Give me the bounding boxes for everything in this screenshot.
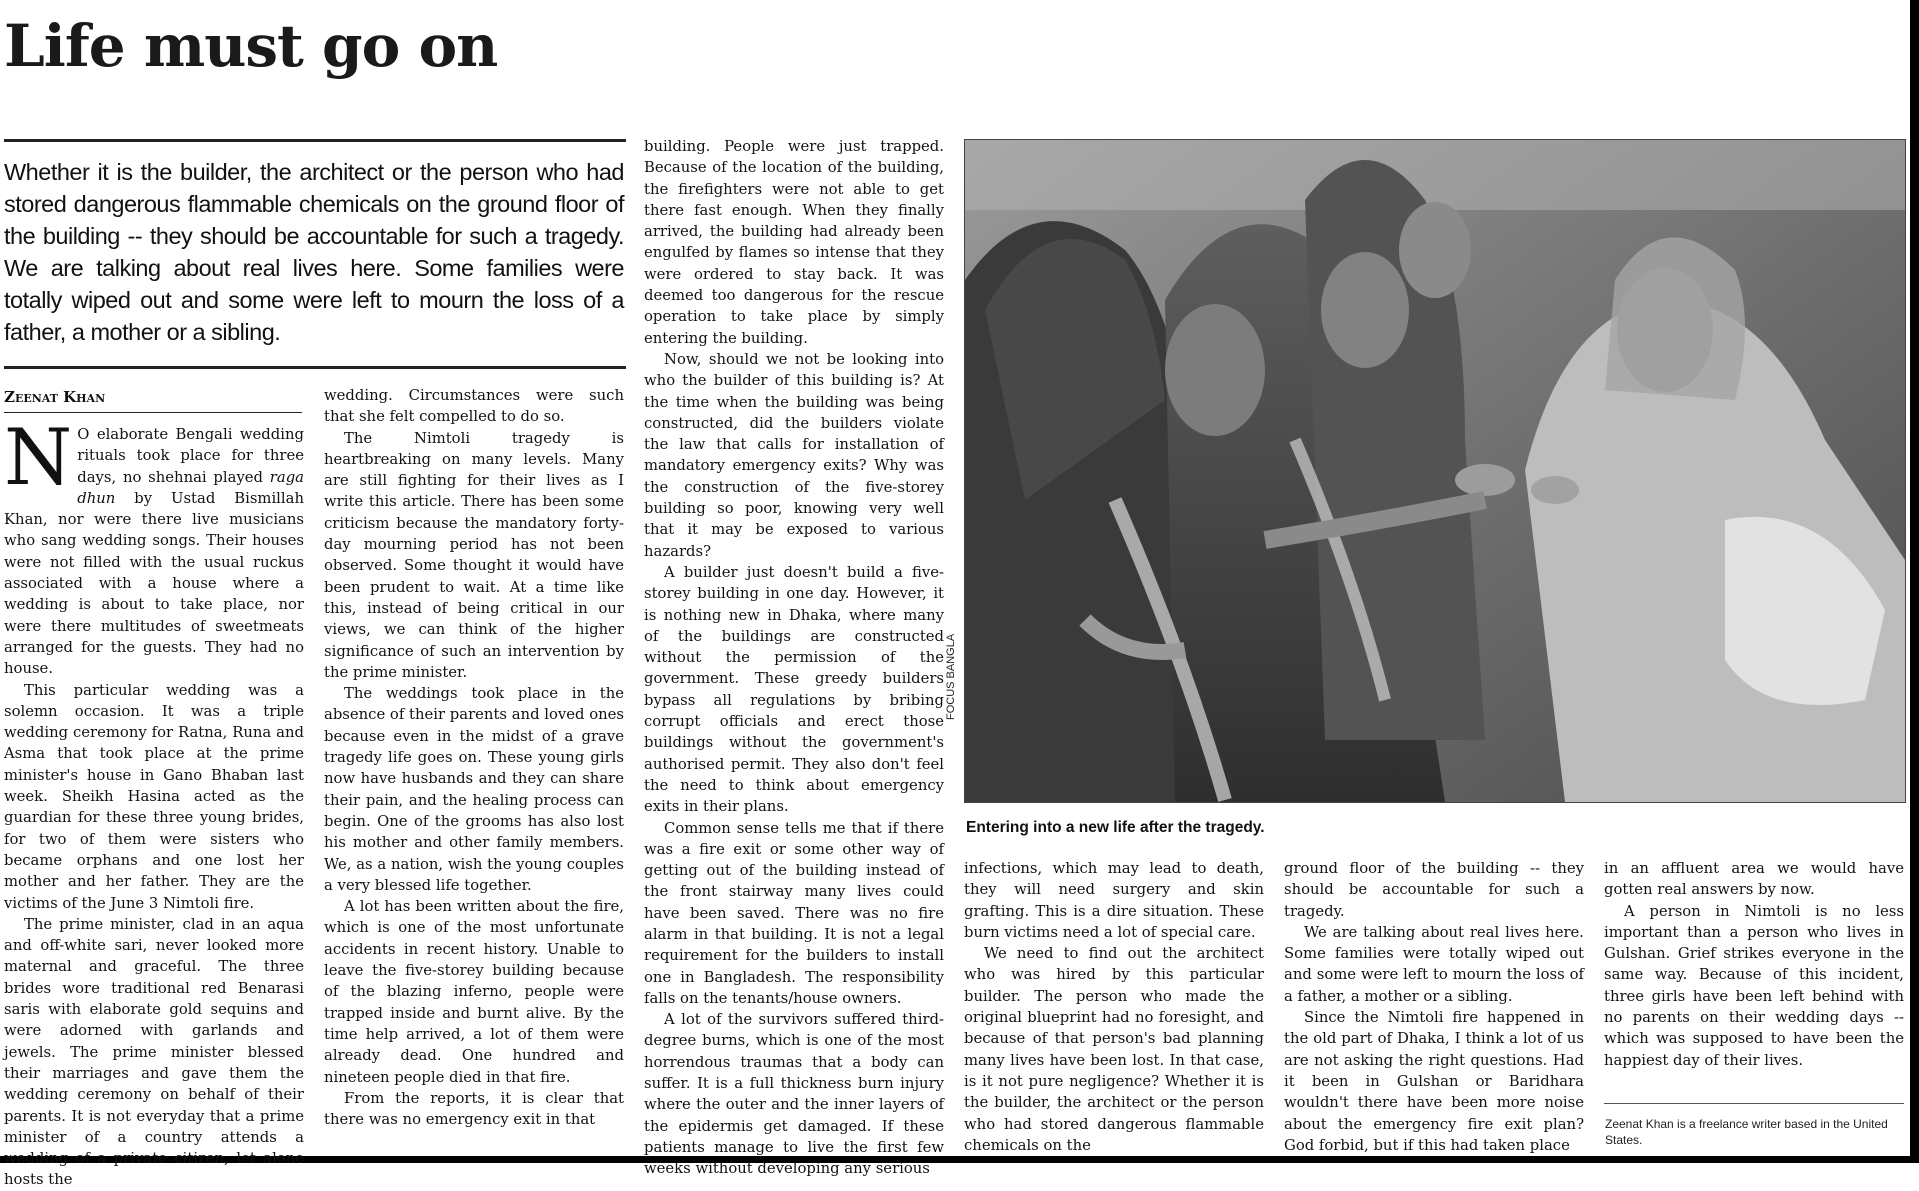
dropcap: N xyxy=(4,413,73,503)
paragraph-text: by Ustad Bismillah Khan, nor were there live musicians who sang wedding songs. Their houses were not filled with the usual ruckus associated with a house where a wedding is about to take place, nor were there multitudes of sweetmeats arranged for the guests. They had no house. xyxy=(4,489,304,678)
article-paragraph: Since the Nimtoli fire happened in the old part of Dhaka, I think a lot of us are not asking the right questions. Had it been in Gulshan or Baridhara wouldn't there have been more noise about the emergency fire exit plan? God forbid, but if this had taken place xyxy=(1284,1009,1584,1154)
article-column-1 xyxy=(4,413,304,1189)
article-column-6 xyxy=(1604,858,1904,1098)
page-frame-right xyxy=(1910,0,1919,1163)
byline: Zeenat Khan xyxy=(4,388,106,406)
article-column-4 xyxy=(964,858,1264,1157)
article-paragraph: A lot has been written about the fire, which is one of the most unfortunate accidents in recent history. Unable to leave the five-storey building because of the blazing inferno, people were trapped inside and burnt alive. By the time help arrived, a lot of them were already dead. One hundred and nineteen people died in that fire. xyxy=(324,898,624,1086)
wedding-photo xyxy=(964,139,1906,803)
article-paragraph: A lot of the survivors suffered third-degree burns, which is one of the most horrendous traumas that a body can suffer. It is a full thickness burn injury where the outer and the inner layers of the epidermis get damaged. If these patients manage to live the first few weeks without developing any serious xyxy=(644,1011,944,1178)
article-paragraph: The Nimtoli tragedy is heartbreaking on many levels. Many are still fighting for their lives as I write this article. There has been some criticism because the mandatory forty-day mourning period has not been observed. Some thought it would have been prudent to wait. At a time like this, instead of being critical in our views, we can think of the higher significance of such an intervention by the prime minister. xyxy=(324,429,624,681)
photo-illustration xyxy=(965,140,1905,802)
article-paragraph: in an affluent area we would have gotten real answers by now. xyxy=(1604,860,1904,899)
article-paragraph: A person in Nimtoli is no less important than a person who lives in Gulshan. Grief strikes everyone in the same way. Because of this incident, three girls have been left behind with no parents on their wedding days -- which was supposed to have been the happiest day of their lives. xyxy=(1604,902,1904,1069)
article-paragraph: Common sense tells me that if there was a fire exit or some other way of getting out of the building instead of the front stairway many lives could have been saved. There was no fire alarm in that building. It is not a legal requirement for the builders to install one in Bangladesh. The responsibility falls on the tenants/house owners. xyxy=(644,819,944,1007)
article-column-2 xyxy=(324,385,624,1157)
headline: Life must go on xyxy=(4,12,498,80)
pullquote-bottom-rule xyxy=(4,366,626,369)
article-paragraph: infections, which may lead to death, they will need surgery and skin grafting. This is a dire situation. These burn victims need a lot of special care. xyxy=(964,860,1264,941)
article-paragraph: building. People were just trapped. Because of the location of the building, the firefighters were not able to get there fast enough. When they finally arrived, the building had already been engulfed by flames so intense that they were ordered to stay back. It was deemed too dangerous for the rescue operation to take place by simply entering the building. xyxy=(644,138,944,347)
article-paragraph: wedding. Circumstances were such that she felt compelled to do so. xyxy=(324,387,624,426)
article-paragraph: This particular wedding was a solemn occasion. It was a triple wedding ceremony for Ratna, Runa and Asma that took place at the prime minister's house in Gano Bhaban last week. Sheikh Hasina acted as the guardian for these three young brides, for two of them were sisters who became orphans and one lost her mother and her father. They are the victims of the June 3 Nimtoli fire. xyxy=(4,681,304,912)
article-paragraph xyxy=(4,413,304,680)
article-paragraph: We are talking about real lives here. Some families were totally wiped out and some were left to mourn the loss of a father, a mother or a sibling. xyxy=(1284,923,1584,1005)
article-paragraph: The prime minister, clad in an aqua and off-white sari, never looked more maternal and graceful. The three brides wore traditional red Benarasi saris with elaborate gold sequins and were adorned with garlands and jewels. The prime minister blessed their marriages and gave them the wedding ceremony on behalf of their parents. It is not everyday that a prime minister of a country attends a wedding of a private citizen, let alone hosts the xyxy=(4,915,304,1189)
article-paragraph: From the reports, it is clear that there was no emergency exit in that xyxy=(324,1089,624,1129)
paragraph-emphasis: raga dhun xyxy=(77,468,304,507)
author-note: Zeenat Khan is a freelance writer based in the United States. xyxy=(1605,1117,1888,1147)
article-paragraph: ground floor of the building -- they should be accountable for such a tragedy. xyxy=(1284,860,1584,920)
article-paragraph: A builder just doesn't build a five-storey building in one day. However, it is nothing new in Dhaka, where many of the buildings are constructed without the permission of the government. These greedy builders bypass all regulations by bribing corrupt officials and erect those buildings without the government's authorised permit. They also don't feel the need to think about emergency exits in their plans. xyxy=(644,563,944,816)
paragraph-text: O elaborate Bengali wedding rituals took place for three days, no shehnai played xyxy=(77,426,304,486)
author-note-rule xyxy=(1604,1103,1904,1104)
pullquote: Whether it is the builder, the architect or the person who had stored dangerous flammable chemicals on the ground floor of the building -- they should be accountable for such a tragedy. We are talking about real lives here. Some families were totally wiped out and some were left to mourn the loss of a father, a mother or a sibling. xyxy=(4,159,624,345)
article-column-3 xyxy=(644,136,944,1178)
article-paragraph: Now, should we not be looking into who the builder of this building is? At the time when the building was being constructed, did the builders violate the law that calls for installation of mandatory emergency exits? Why was the construction of the five-storey building so poor, knowing very well that it may be exposed to various hazards? xyxy=(644,350,944,560)
pullquote-top-rule xyxy=(4,139,626,142)
photo-caption: Entering into a new life after the tragedy. xyxy=(966,819,1265,836)
article-paragraph: We need to find out the architect who was hired by this particular builder. The person who made the original blueprint had no foresight, and because of that person's bad planning many lives have been lost. In that case, is it not pure negligence? Whether it is the builder, the architect or the person who had stored dangerous flammable chemicals on the xyxy=(964,945,1264,1154)
article-paragraph: The weddings took place in the absence of their parents and loved ones because even in the midst of a grave tragedy life goes on. These young girls now have husbands and they can share their pain, and the healing process can begin. One of the grooms has also lost his mother and other family members. We, as a nation, wish the young couples a very blessed life together. xyxy=(324,685,624,894)
article-column-5 xyxy=(1284,858,1584,1157)
photo-credit: FOCUS BANGLA xyxy=(945,633,957,720)
